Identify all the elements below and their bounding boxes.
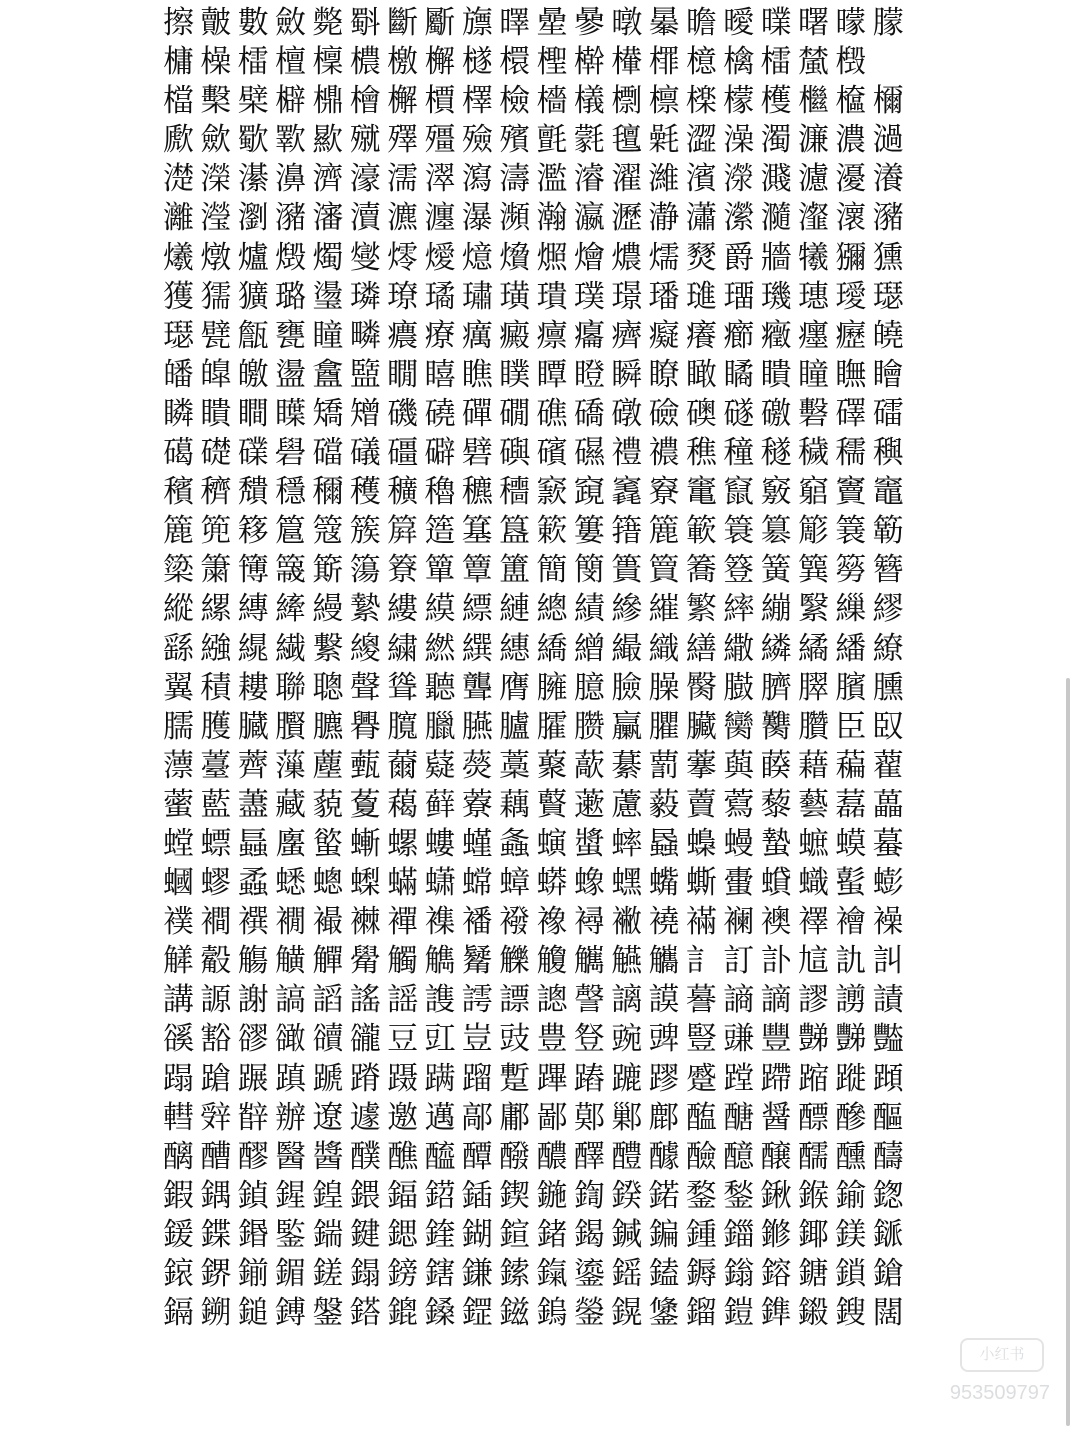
character-row: 獲獳獷璐璗璘璙璚璛璜璝璞璟璠璡璢璣璤璦璱 — [163, 278, 910, 315]
character-row: 擦皾數斂斃斣斷斸旚曎曐曑暾曓曕曖曗曙曚朦 — [163, 5, 910, 41]
character-row: 爔燉爐燬燭燮燯燰燱燲燳燴燶燸燹爵牆犧獼獯 — [163, 239, 910, 276]
character-row: 璱甓甔甕瞳疄癑療癘癜癝癟癠癡癢癤癥癦癧皢 — [163, 317, 910, 354]
character-row: 蟈蟉蟊蟋蟌蟍蟎蟏蟐蟑蟒蟓蟔蟕蟖蟗蟘蟙蟚蟛 — [163, 865, 910, 902]
watermark-logo: 小红书 — [960, 1338, 1044, 1372]
character-row: 轊辤辥辦遼遽邀邁鄗鄘鄙鄚鄛鄜醢醣醤醥醦醧 — [163, 1099, 910, 1136]
character-row: 豀豁豂豃豄豅豆豇豈豉豊豋豌豍豎豏豐豑豒豓 — [163, 1021, 910, 1058]
character-row: 槦橾檑檀檁檂檄檞檖檈檉檊檋檌檍檎檑檒檓 — [163, 44, 873, 81]
watermark-user-id: 953509797 — [949, 1382, 1050, 1404]
character-row: 臑臒臓臔臕臖臗臘臙臚臛臜臝臞臟臠臡臢臣臤 — [163, 708, 910, 745]
character-row: 檔檕檗檘檙檜檞檟檡檢檣檥檦檩檪檬檴檵檶檷 — [163, 83, 910, 120]
character-row: 繇繈繉繊繋繌繍繎繏繐繑繒繓織繕繖繗繘繙繚 — [163, 630, 910, 667]
watermark — [810, 1338, 1050, 1416]
character-row: 瞵瞶瞷瞸矯矰磯磽磾礀礁礄礅礆礇礈礉礊礋礌 — [163, 395, 910, 432]
character-row: 翼積耬聯聰聲聳聽聾膺臃臆臉臊臋臌臍臎臏臐 — [163, 669, 910, 706]
character-row: 簗簘簙簚簛簜簝簞簟簠簡簢簣簤簥簦簧簨簩簪 — [163, 552, 910, 589]
character-row: 藌藍藎藏藐藑藒藓藔藕藖藗藘藙藚藛藜藝藞藟 — [163, 786, 910, 823]
character-row: 蹋蹌蹍蹎蹏蹐蹑蹒蹓蹔蹕蹖蹗蹘蹙蹚蹛蹜蹝蹞 — [163, 1060, 910, 1097]
character-row: 礍礎礏礐礑礒礓礔礕礖礗礘禮禯穛穜穟穢穤穥 — [163, 435, 910, 472]
character-row: 濋濚濝濞濟濠濡濢瀉濤濫濬濯濰濱濴濺濾瀀瀁 — [163, 161, 910, 198]
character-row: 灕瀅瀏瀦瀋瀆瀌瀍瀑瀕瀚瀛瀝瀞瀟瀠瀡瀣瀤瀦 — [163, 200, 910, 237]
character-row: 螳螵螶螷螸螹螺螻螼螽螾螿蟀蟁蟂蟃蟄蟅蟆蟇 — [163, 825, 910, 862]
character-row: 醨醩醪醫醬醭醮醯醰醱醲醳醴醵醶醷醸醹醺醻 — [163, 1138, 910, 1175]
character-row: 縱縲縳縴縵縶縷縸縹縺總績縿繀繁繂繃繄繅繆 — [163, 591, 910, 628]
character-row: 歋歛歜歝歞殧殬殭殮殯氈氋氊氉澀澡濁濂濃濄 — [163, 122, 910, 159]
character-row: 皤皥皦盪盫盬瞯瞦瞧瞨瞫瞪瞬瞭瞰瞲瞶瞳瞴瞺 — [163, 356, 910, 393]
vertical-scrollbar[interactable] — [1066, 678, 1070, 1426]
character-list — [163, 4, 923, 1333]
character-row: 鎘鎙鎚鎛鎜鎝鎞鎟鎠鎡鎢鎣鎤鎥鎦鎧鎨鎩鎪闊 — [163, 1295, 910, 1332]
character-row: 鎄鎅鎆鎇鎈鎉鎊鎋鎌鎍鎎鎏鎐鎑鎒鎓鎔鎕鎖鎗 — [163, 1256, 910, 1292]
character-row: 薸薹薺薻薼薽薾薿藀藁藂藃藄藅藆藇藈藉藊藋 — [163, 747, 910, 784]
character-row: 襆襇襈襉襊襋襌襍襎襏襐襑襒襓襔襕襖襗襘襙 — [163, 904, 910, 941]
character-row: 鍰鍱鍲鍳鍴鍵鍶鍷鍸鍹鍺鍻鍼鍽鍾鍿鎀鎁鎂鎃 — [163, 1216, 910, 1253]
character-row: 講謜謝謞謟謠謡謢謣謤謥謦謧謨謩謪謫謬謭謮 — [163, 982, 910, 1019]
character-row: 簏篼簃簄簆簇簈簉簊簋簌簍簎簏簐簑簒簓簔簕 — [163, 513, 910, 550]
character-row: 鍜鍝鍞鍟鍠鍡鍢鍣鍤鍥鍦鍧鍨鍩鍪鍫鍬鍭鍮鍯 — [163, 1177, 910, 1214]
character-row: 觲觳觴觵觶觷觸觹觺觻觼觽觾觿訁訂訃訄訅訆 — [163, 943, 910, 980]
character-row: 穦穧穨穩穪穫穬穭穮穯窾竀竁竂竃竄竅竆竇竈 — [163, 474, 910, 511]
